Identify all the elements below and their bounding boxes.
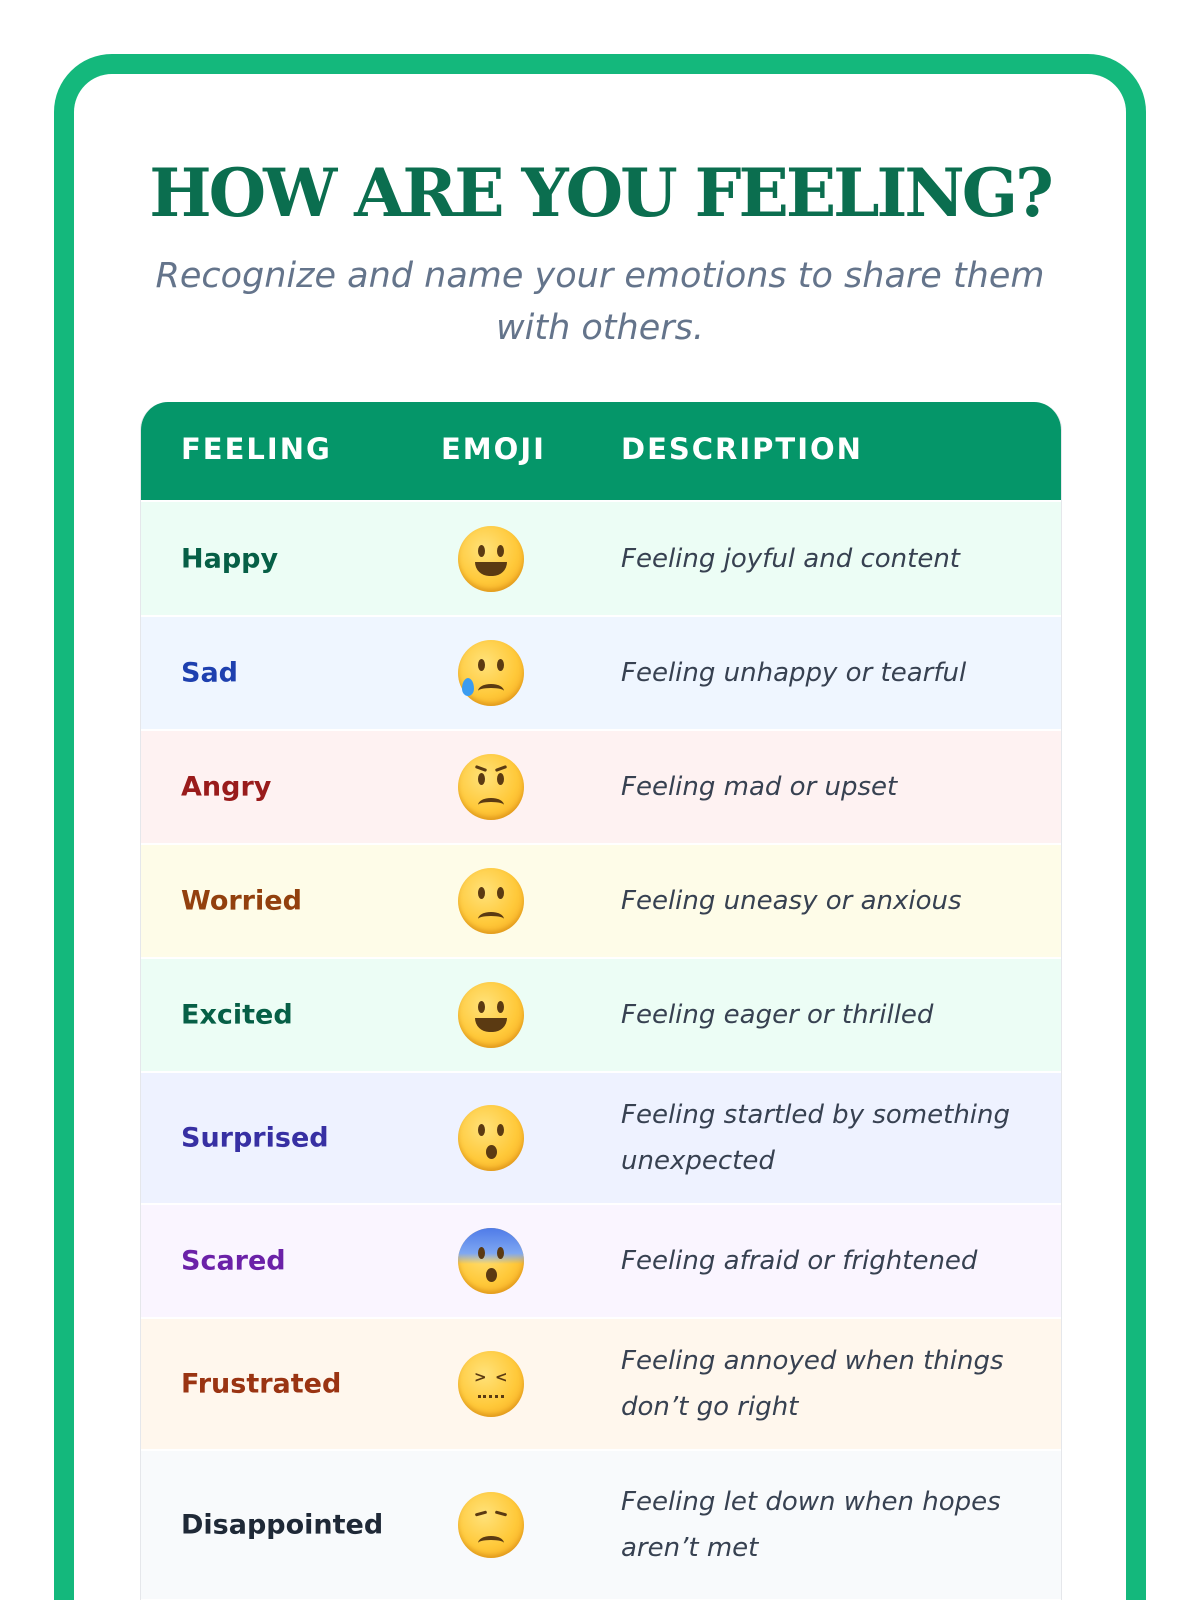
table-row [141, 1071, 1061, 1203]
table-header [141, 402, 1061, 500]
feeling-label: Sad [181, 657, 238, 689]
feeling-description: Feeling eager or thrilled [621, 1000, 934, 1030]
feeling-description: Feeling let down when hopes aren’t met [621, 1487, 1001, 1563]
hushed-face-icon [458, 1105, 524, 1171]
disappointed-face-icon [458, 1492, 524, 1558]
feeling-label: Surprised [181, 1122, 329, 1154]
feeling-label: Frustrated [181, 1368, 342, 1400]
worried-face-icon [458, 868, 524, 934]
feeling-description: Feeling annoyed when things don’t go right [621, 1346, 1004, 1422]
table-row [141, 615, 1061, 729]
page-title: HOW ARE YOU FEELING? [149, 154, 1051, 232]
feeling-description: Feeling afraid or frightened [621, 1246, 978, 1276]
page-subtitle: Recognize and name your emotions to share them with others. [155, 256, 1045, 348]
table-row [141, 500, 1061, 615]
feeling-description: Feeling joyful and content [621, 543, 961, 574]
smiling-face-big-eyes-icon [458, 982, 524, 1048]
feeling-description: Feeling uneasy or anxious [621, 886, 962, 916]
fearful-face-icon [458, 1228, 524, 1294]
table-row [141, 843, 1061, 957]
feeling-label: Scared [181, 1245, 286, 1277]
angry-face-icon [458, 754, 524, 820]
table-row [141, 1449, 1061, 1599]
feeling-description: Feeling mad or upset [621, 772, 898, 802]
confounded-face-icon: > < [458, 1351, 524, 1417]
crying-face-icon [458, 640, 524, 706]
feeling-label: Happy [181, 543, 279, 574]
column-header-emoji: EMOJI [441, 432, 546, 466]
feeling-label: Angry [181, 771, 272, 803]
column-header-description: DESCRIPTION [621, 432, 863, 466]
table-row [141, 1203, 1061, 1317]
feeling-description: Feeling unhappy or tearful [621, 658, 967, 688]
feelings-table [140, 402, 1062, 1600]
column-header-feeling: FEELING [181, 432, 332, 466]
feeling-label: Disappointed [181, 1509, 384, 1541]
table-row [141, 729, 1061, 843]
table-row [141, 1317, 1061, 1449]
feeling-description: Feeling startled by something unexpected [621, 1100, 1010, 1176]
feeling-label: Excited [181, 999, 293, 1031]
table-row [141, 957, 1061, 1071]
feeling-label: Worried [181, 885, 302, 917]
grinning-face-icon [458, 526, 524, 592]
feelings-card [54, 54, 1146, 1600]
